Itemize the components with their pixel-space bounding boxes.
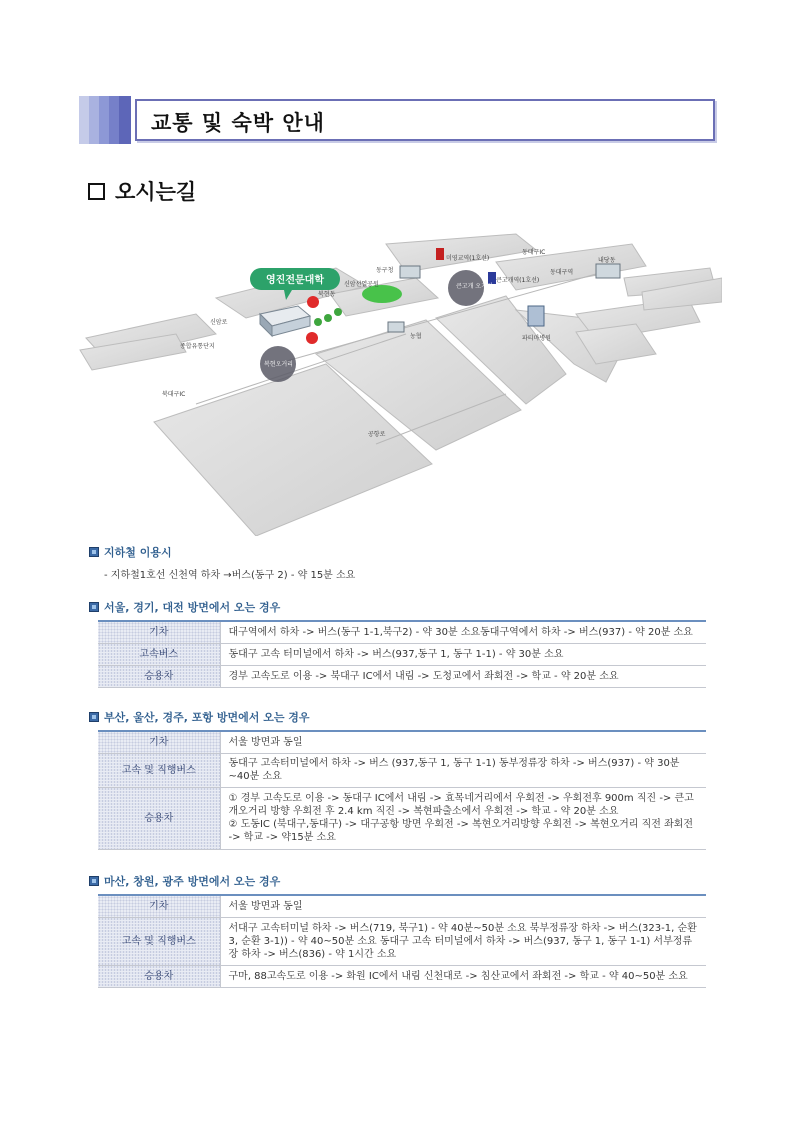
map-label: 종합유통단지 — [180, 343, 215, 350]
map-label: 공항로 — [368, 431, 386, 438]
table-row — [98, 643, 706, 665]
table-row — [98, 895, 706, 917]
table-row — [98, 753, 706, 787]
map-label: 미영교역(1호선) — [446, 255, 490, 262]
row-label: 고속 및 직행버스 — [98, 753, 220, 787]
title-banner — [79, 96, 715, 144]
map-label: 동대구IC — [522, 249, 546, 256]
bullet-icon — [89, 712, 99, 722]
map-label: 동구청 — [376, 267, 394, 274]
row-label: 기차 — [98, 621, 220, 643]
banner-decoration — [79, 96, 131, 144]
row-text — [220, 787, 706, 849]
row-text: 서대구 고속터미널 하차 -> 버스(719, 북구1) - 약 40분~50분 소요 북부정류장 하차 -> 버스(323-1, 순환3, 순환 3-1)) - 약 40~50분 소요 동대구 고속 터미널에서 하차 -> 버스(937, 동구 1, 동구 1-1) 서부정류장 하차 -> 버스(836) - 약 1시간 소요 — [220, 917, 706, 965]
map-label: 복현오거리 — [264, 361, 293, 368]
map-label: 신암선열공원 — [344, 281, 379, 288]
row-text: 경부 고속도로 이용 -> 북대구 IC에서 내림 -> 도청교에서 좌회전 -> 학교 - 약 20분 소요 — [220, 665, 706, 687]
map-label: 신암로 — [210, 319, 228, 326]
row-label: 고속 및 직행버스 — [98, 917, 220, 965]
location-map — [76, 214, 722, 536]
row-label: 승용차 — [98, 665, 220, 687]
map-label: 파티마병원 — [522, 335, 551, 342]
subheading-label: 마산, 창원, 광주 방면에서 오는 경우 — [104, 875, 281, 888]
route-option-1: ① 경부 고속도로 이용 -> 동대구 IC에서 내림 -> 효목네거리에서 우회전 -> 우회전후 900m 직진 -> 큰고개오거리 방향 우회전 후 2.4 km 직진 -> 복현파출소에서 우회전 -> 학교 - 약 20분 소요 — [228, 793, 694, 817]
bullet-icon — [89, 876, 99, 886]
row-label: 고속버스 — [98, 643, 220, 665]
seoul-route-table — [98, 620, 706, 688]
subway-note: - 지하철1호선 신천역 하차 →버스(동구 2) - 약 15분 소요 — [104, 570, 356, 581]
row-text: 동대구 고속터미널에서 하차 -> 버스 (937,동구 1, 동구 1-1) 동부정류장 하차 -> 버스(937) - 약 30분 ~40분 소요 — [220, 753, 706, 787]
subheading-busan — [89, 709, 310, 725]
subheading-label: 지하철 이용시 — [104, 546, 172, 559]
table-row — [98, 731, 706, 753]
page-title: 교통 및 숙박 안내 — [151, 111, 325, 135]
building-icon — [388, 322, 404, 332]
bullet-icon — [89, 602, 99, 612]
subheading-label: 부산, 울산, 경주, 포항 방면에서 오는 경우 — [104, 711, 310, 724]
tree-icon — [314, 318, 322, 326]
masan-route-table — [98, 894, 706, 988]
row-label: 기차 — [98, 731, 220, 753]
row-text: 서울 방면과 동일 — [220, 895, 706, 917]
subheading-seoul — [89, 599, 280, 615]
building-icon — [528, 306, 544, 326]
map-label: 내당동 — [598, 257, 616, 264]
college-label: 영진전문대학 — [266, 275, 324, 286]
row-text: 서울 방면과 동일 — [220, 731, 706, 753]
subway-icon — [436, 248, 444, 260]
map-label: 큰고개 오거리 — [456, 283, 493, 290]
bullet-icon — [89, 547, 99, 557]
building-icon — [400, 266, 420, 278]
row-text: 구마, 88고속도로 이용 -> 화원 IC에서 내림 신천대로 -> 침산교에서 좌회전 -> 학교 - 약 40~50분 소요 — [220, 965, 706, 987]
row-label: 승용차 — [98, 787, 220, 849]
subheading-masan — [89, 873, 280, 889]
map-label: 농협 — [410, 333, 422, 340]
subheading-subway — [89, 544, 172, 560]
route-option-2: ② 도동IC (북대구,동대구) -> 대구공항 방면 우회전 -> 복현오거리방향 우회전 -> 복현오거리 직전 좌회전 -> 학교 -> 약15분 소요 — [228, 819, 694, 843]
map-label: 북대구IC — [162, 391, 186, 398]
map-label: 북현동 — [318, 291, 336, 298]
table-row — [98, 965, 706, 987]
section-heading — [88, 176, 196, 206]
banner-box — [135, 99, 715, 141]
row-text: 대구역에서 하차 -> 버스(동구 1-1,북구2) - 약 30분 소요동대구역에서 하차 -> 버스(937) - 약 20분 소요 — [220, 621, 706, 643]
table-row — [98, 917, 706, 965]
building-icon — [596, 264, 620, 278]
station-marker-icon — [306, 332, 318, 344]
subheading-label: 서울, 경기, 대전 방면에서 오는 경우 — [104, 601, 281, 614]
section-title: 오시는길 — [115, 180, 197, 204]
checkbox-square-icon — [88, 183, 105, 200]
map-label: 큰고개역(1호선) — [496, 277, 540, 284]
table-row — [98, 665, 706, 687]
table-row — [98, 787, 706, 849]
tree-icon — [324, 314, 332, 322]
table-row — [98, 621, 706, 643]
row-label: 승용차 — [98, 965, 220, 987]
tree-icon — [334, 308, 342, 316]
busan-route-table — [98, 730, 706, 850]
row-text: 동대구 고속 터미널에서 하차 -> 버스(937,동구 1, 동구 1-1) - 약 30분 소요 — [220, 643, 706, 665]
map-label: 동대구역 — [550, 269, 574, 276]
row-label: 기차 — [98, 895, 220, 917]
